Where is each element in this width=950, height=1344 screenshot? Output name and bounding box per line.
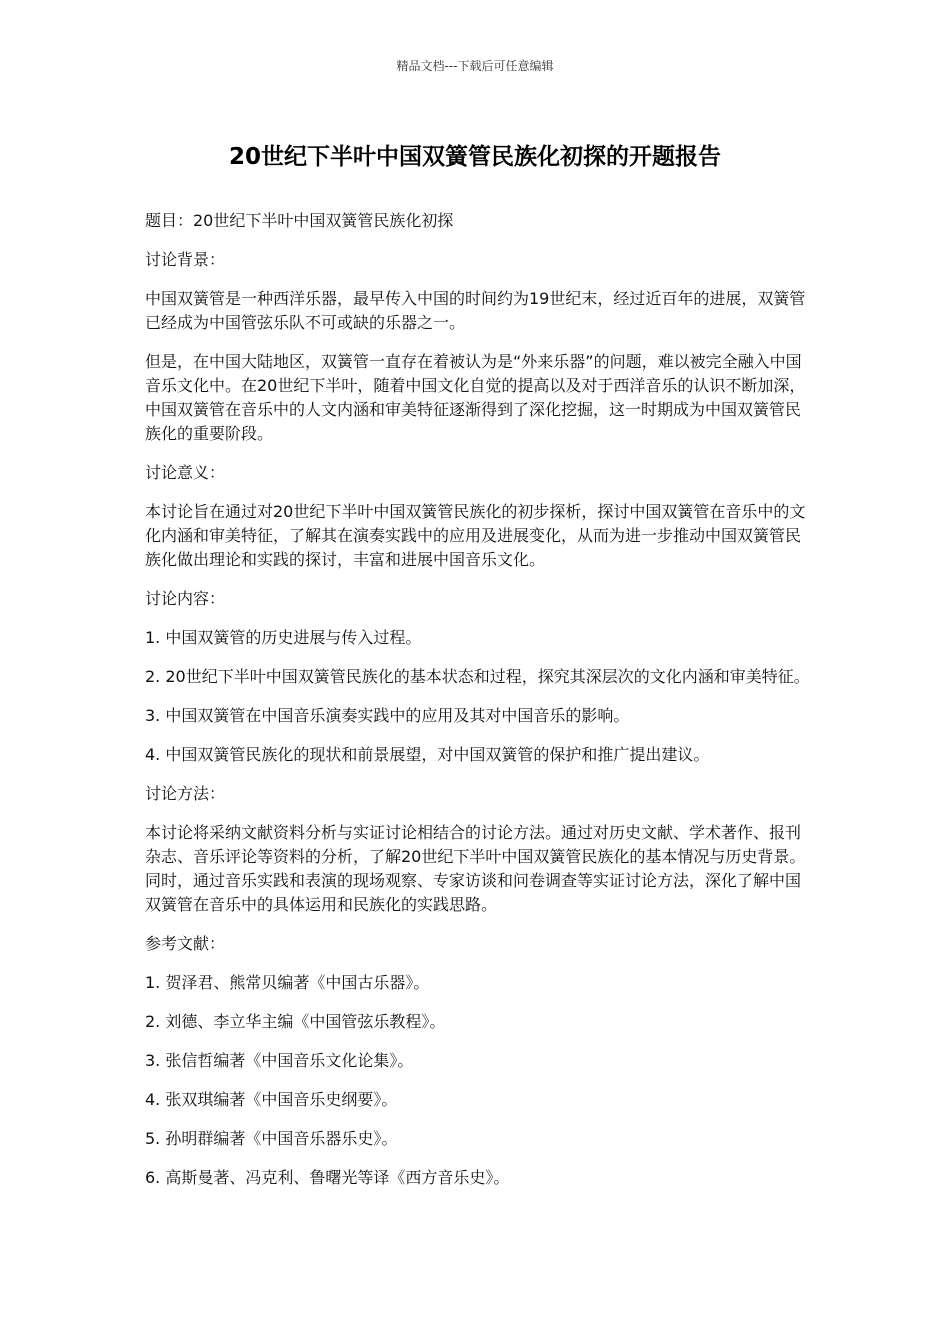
document-title: 20世纪下半叶中国双簧管民族化初探的开题报告 (228, 144, 721, 170)
document-body (145, 209, 815, 1205)
contents-item: 1. 中国双簧管的历史进展与传入过程。 (145, 628, 422, 647)
reference-item: 2. 刘德、李立华主编《中国管弦乐教程》。 (145, 1012, 446, 1031)
reference-item: 1. 贺泽君、熊常贝编著《中国古乐器》。 (145, 973, 430, 992)
methods-paragraph: 本讨论将采纳文献资料分析与实证讨论相结合的讨论方法。通过对历史文献、学术著作、报刊杂志、音乐评论等资料的分析，了解20世纪下半叶中国双簧管民族化的基本情况与历史背景。同时，通过音乐实践和表演的现场观察、专家访谈和问卷调查等实证讨论方法，深化了解中国双簧管在音乐中的具体运用和民族化的实践思路。 (145, 823, 806, 914)
significance-paragraph: 本讨论旨在通过对20世纪下半叶中国双簧管民族化的初步探析，探讨中国双簧管在音乐中的文化内涵和审美特征，了解其在演奏实践中的应用及进展变化，从而为进一步推动中国双簧管民族化做出理论和实践的探讨，丰富和进展中国音乐文化。 (145, 502, 806, 569)
topic-line: 题目：20世纪下半叶中国双簧管民族化初探 (145, 211, 454, 230)
references-heading: 参考文献： (145, 934, 226, 953)
significance-heading: 讨论意义： (145, 463, 226, 482)
contents-item: 4. 中国双簧管民族化的现状和前景展望，对中国双簧管的保护和推广提出建议。 (145, 745, 710, 764)
background-paragraph: 中国双簧管是一种西洋乐器，最早传入中国的时间约为19世纪末，经过近百年的进展，双簧管已经成为中国管弦乐队不可或缺的乐器之一。 (145, 289, 806, 332)
reference-item: 6. 高斯曼著、冯克利、鲁曙光等译《西方音乐史》。 (145, 1168, 510, 1187)
methods-heading: 讨论方法： (145, 784, 226, 803)
reference-item: 4. 张双琪编著《中国音乐史纲要》。 (145, 1090, 398, 1109)
contents-item: 2. 20世纪下半叶中国双簧管民族化的基本状态和过程，探究其深层次的文化内涵和审美特征。 (145, 667, 810, 686)
reference-item: 3. 张信哲编著《中国音乐文化论集》。 (145, 1051, 414, 1070)
page-header: 精品文档---下载后可任意编辑 (396, 59, 554, 73)
background-paragraph: 但是，在中国大陆地区，双簧管一直存在着被认为是“外来乐器”的问题，难以被完全融入中国音乐文化中。在20世纪下半叶，随着中国文化自觉的提高以及对于西洋音乐的认识不断加深，中国双簧管在音乐中的人文内涵和审美特征逐渐得到了深化挖掘，这一时期成为中国双簧管民族化的重要阶段。 (145, 352, 806, 443)
reference-item: 5. 孙明群编著《中国音乐器乐史》。 (145, 1129, 398, 1148)
contents-item: 3. 中国双簧管在中国音乐演奏实践中的应用及其对中国音乐的影响。 (145, 706, 630, 725)
contents-heading: 讨论内容： (145, 589, 226, 608)
background-heading: 讨论背景： (145, 250, 226, 269)
